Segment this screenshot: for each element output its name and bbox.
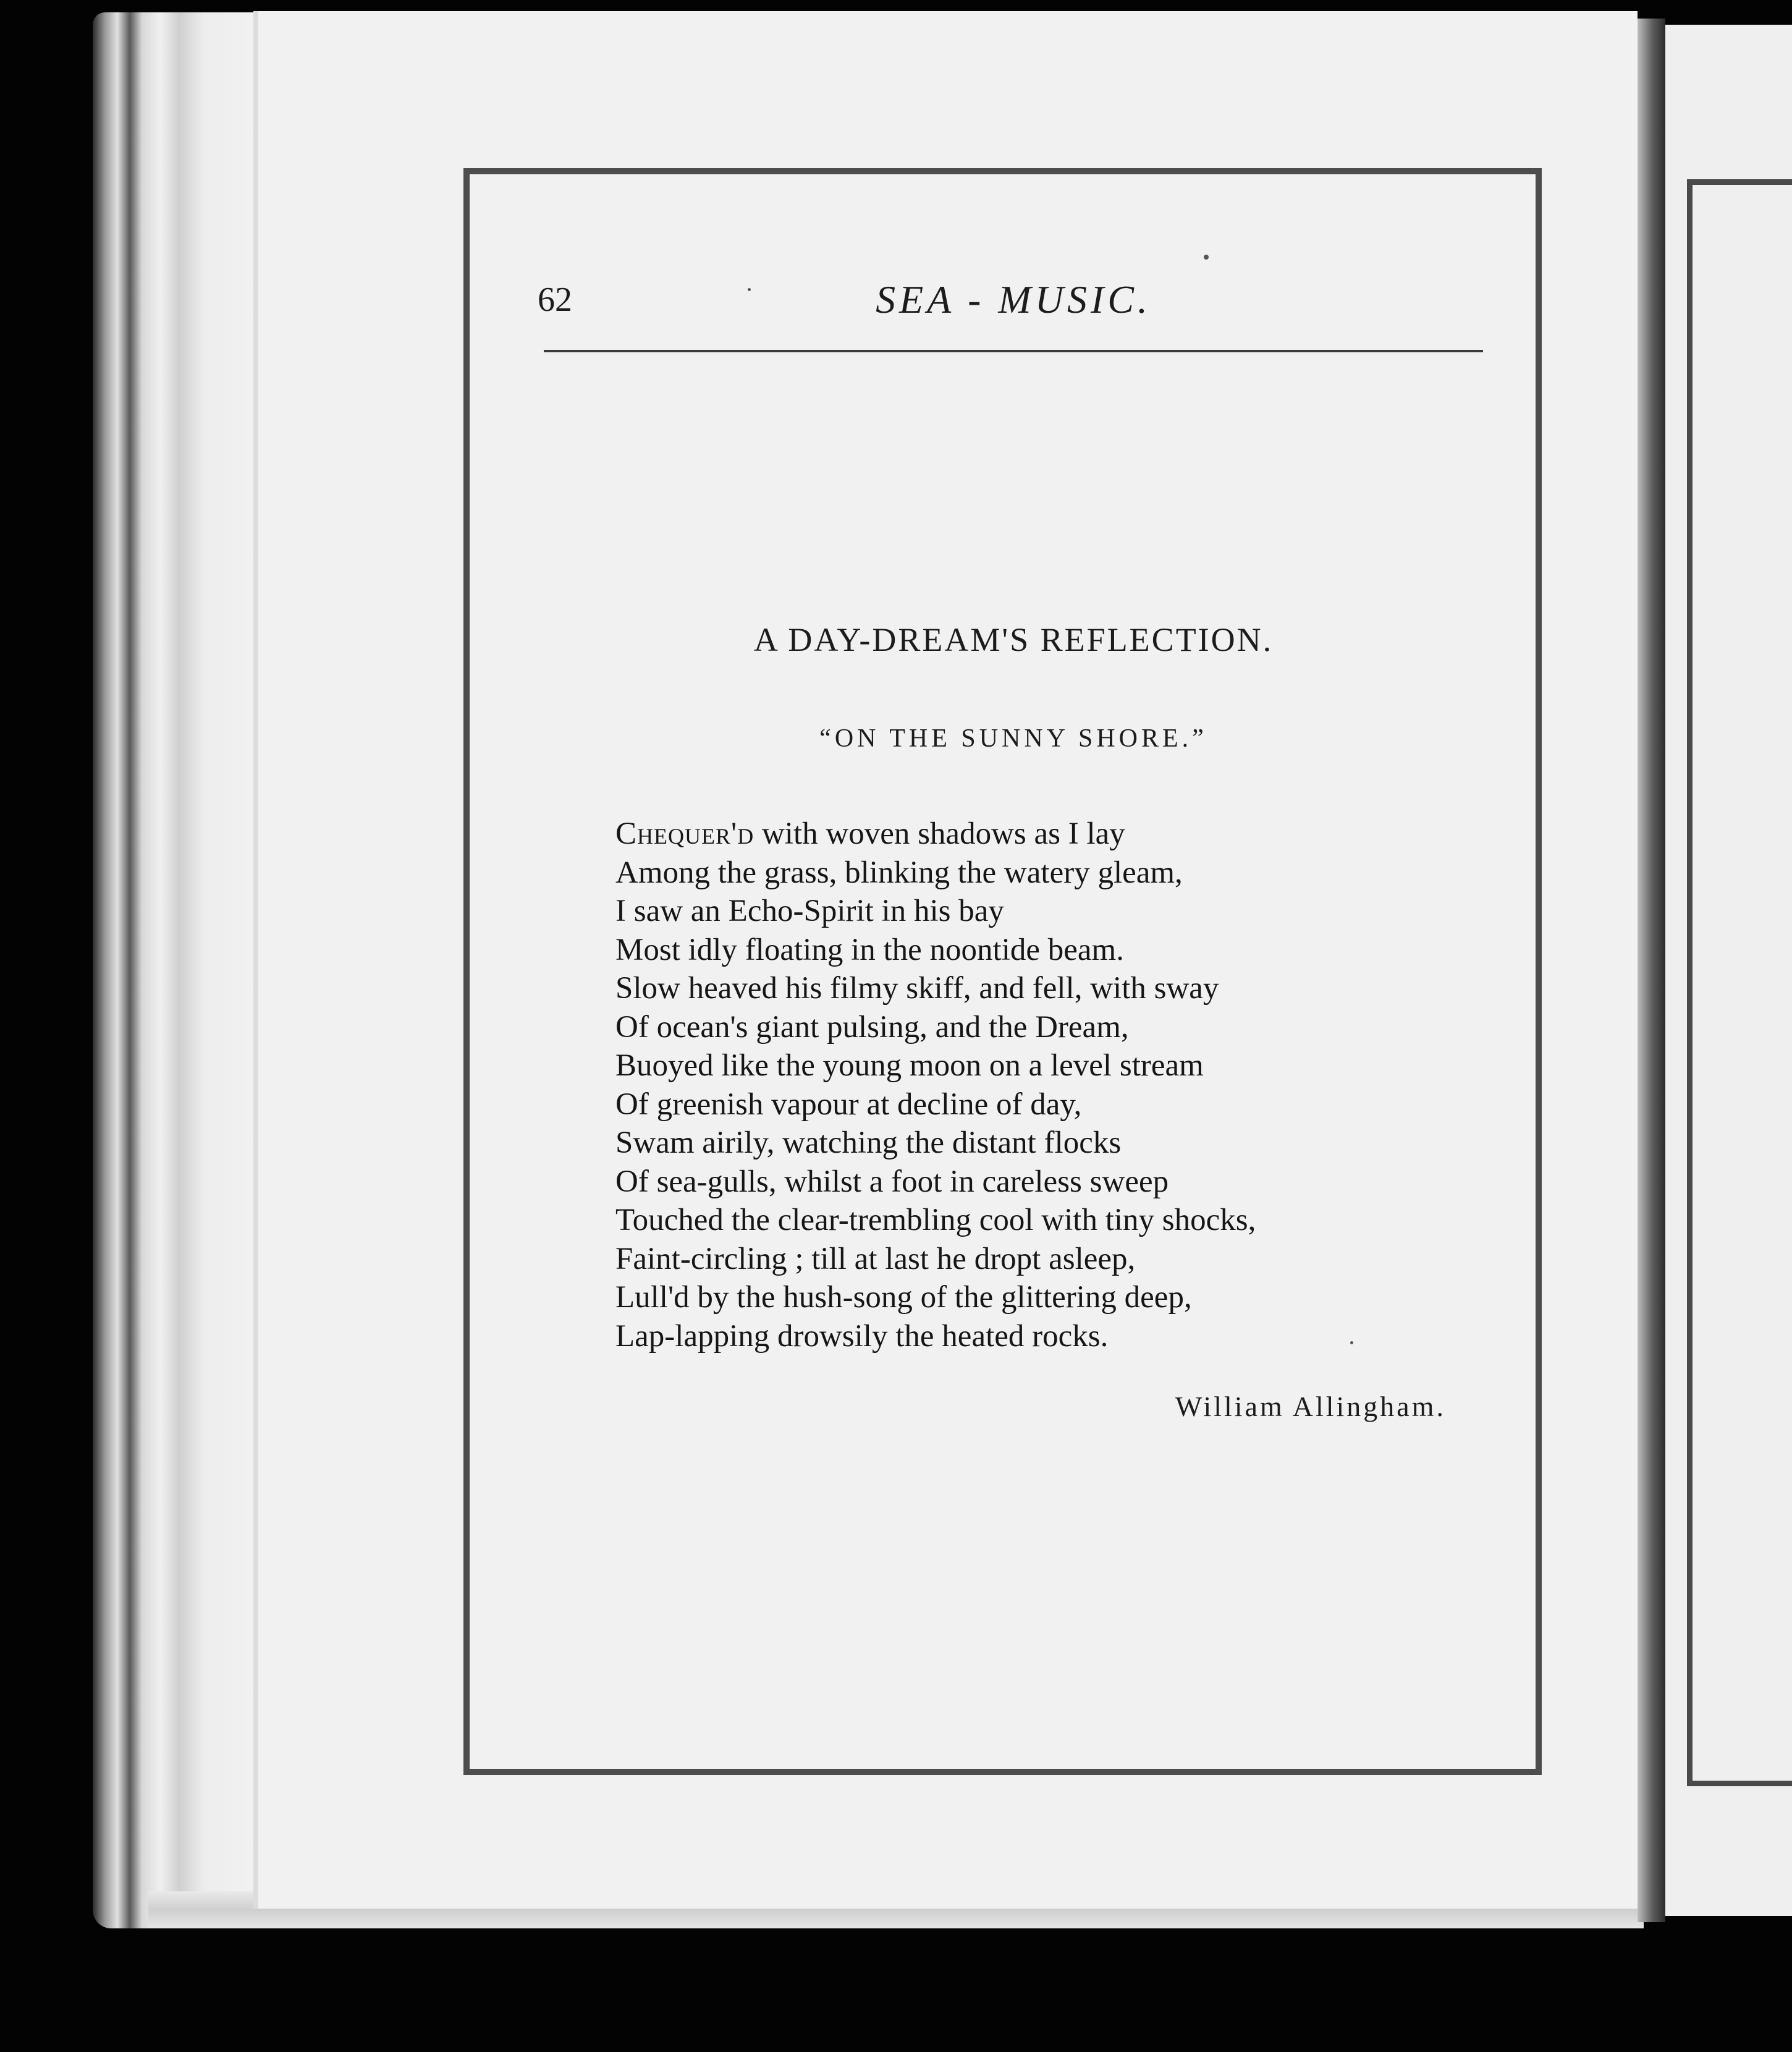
poem-title: A DAY-DREAM'S REFLECTION. [753, 621, 1274, 658]
poem-subtitle: “ON THE SUNNY SHORE.” [819, 724, 1207, 753]
poem-line: Touched the clear-trembling cool with tiny shocks, [615, 1203, 1256, 1237]
poem-line: Buoyed like the young moon on a level stream [615, 1048, 1204, 1083]
poem-body [615, 815, 1493, 1355]
header-rule [544, 350, 1483, 352]
poem-line: Among the grass, blinking the watery gleam, [615, 855, 1183, 890]
running-title: SEA - MUSIC. [876, 278, 1151, 321]
poem-line: Of sea-gulls, whilst a foot in careless sweep [615, 1164, 1169, 1199]
ink-speck [1350, 1341, 1353, 1344]
ink-speck [1204, 255, 1209, 260]
poem-line-1 [615, 815, 1493, 854]
poem-line: Of ocean's giant pulsing, and the Dream, [615, 1009, 1129, 1045]
poem-first-line-rest: with woven shadows as I lay [754, 816, 1125, 851]
facing-page-frame [1687, 179, 1792, 1786]
poem-line: Most idly floating in the noontide beam. [615, 932, 1124, 967]
poem-line: Lap-lapping drowsily the heated rocks. [615, 1318, 1109, 1354]
book-gutter [1638, 19, 1665, 1922]
poem-first-word: Chequer'd [615, 816, 754, 851]
ink-speck [748, 288, 751, 291]
poem-line: Faint-circling ; till at last he dropt asleep, [615, 1241, 1136, 1276]
running-head [538, 272, 1489, 340]
poem-author: William Allingham. [1175, 1391, 1446, 1422]
poem-line: Lull'd by the hush-song of the glittering deep, [615, 1280, 1192, 1315]
poem-line: Slow heaved his filmy skiff, and fell, with sway [615, 971, 1219, 1006]
poem-line: Swam airily, watching the distant flocks [615, 1126, 1122, 1160]
page-number: 62 [538, 281, 572, 319]
poem-line: Of greenish vapour at decline of day, [615, 1087, 1082, 1122]
book-page-edges [93, 12, 272, 1928]
poem-line: I saw an Echo-Spirit in his bay [615, 894, 1004, 928]
